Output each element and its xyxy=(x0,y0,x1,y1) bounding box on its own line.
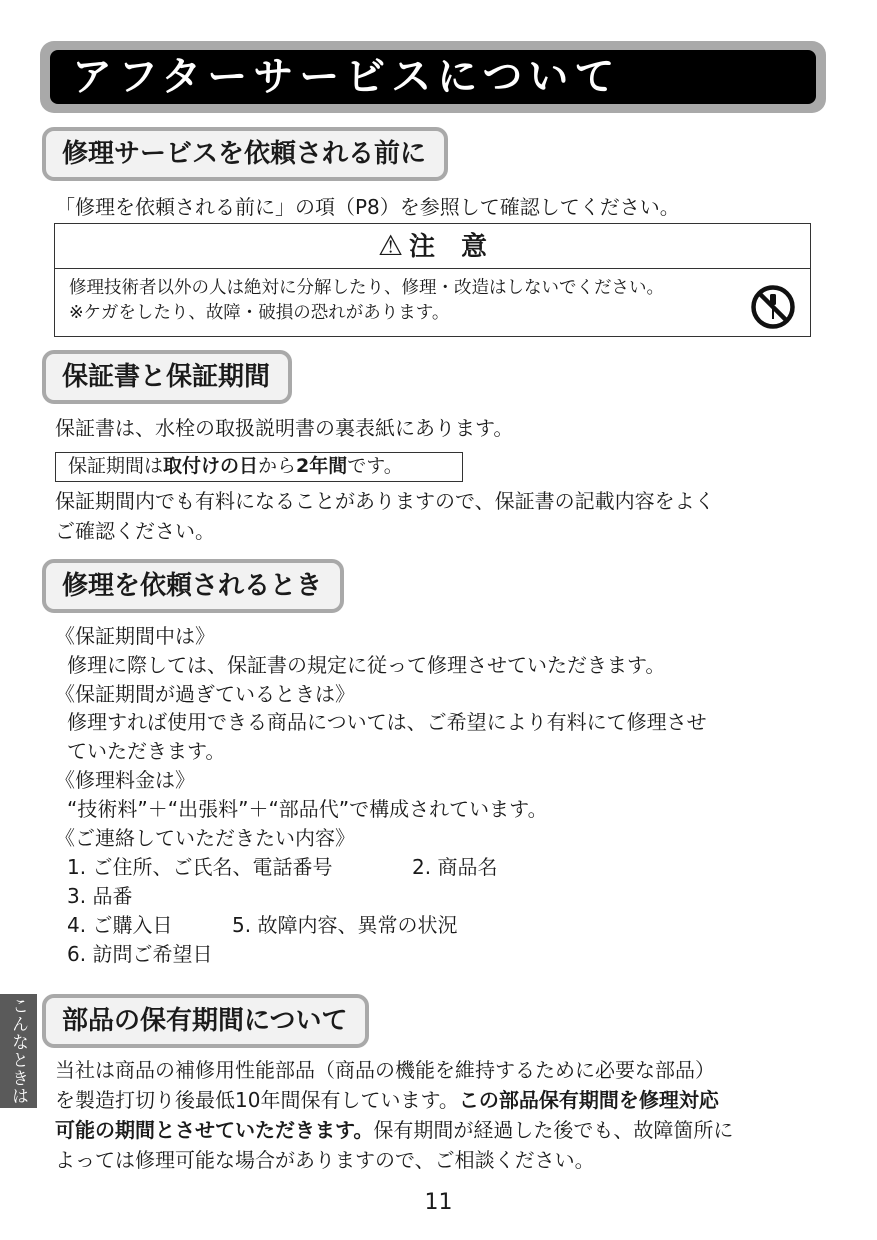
page-number: 11 xyxy=(424,1190,453,1215)
parts-line-3 xyxy=(55,1116,733,1145)
caution-text xyxy=(69,276,664,326)
repair-request-l4: 修理すれば使用できる商品については、ご希望により有料にて修理させ xyxy=(67,710,707,734)
title-banner xyxy=(40,41,826,113)
caution-line-2: ※ケガをしたり、故障・破損の恐れがあります。 xyxy=(69,303,450,323)
parts-line-3a: 可能の期間とさせていただきます。 xyxy=(55,1118,374,1142)
contact-item-5: 5. 故障内容、異常の状況 xyxy=(232,913,458,937)
caution-box xyxy=(54,223,811,337)
warranty-box-start: 取付けの日 xyxy=(163,455,259,477)
warranty-location-text: 保証書は、水栓の取扱説明書の裏表紙にあります。 xyxy=(55,416,514,440)
parts-line-2b: この部品保有期間を修理対応 xyxy=(458,1088,719,1112)
repair-request-l3: 《保証期間が過ぎているときは》 xyxy=(55,682,355,706)
parts-line-4: よっては修理可能な場合がありますので、ご相談ください。 xyxy=(55,1148,595,1172)
repair-request-l2: 修理に際しては、保証書の規定に従って修理させていただきます。 xyxy=(67,653,666,677)
warranty-box-period: 2年間 xyxy=(296,455,348,477)
repair-request-l1: 《保証期間中は》 xyxy=(55,624,215,648)
parts-line-1: 当社は商品の補修用性能部品（商品の機能を維持するために必要な部品） xyxy=(55,1058,715,1082)
warranty-note-line-2: ご確認ください。 xyxy=(55,519,215,543)
contact-item-4: 4. ご購入日 xyxy=(67,913,173,937)
contact-item-3: 3. 品番 xyxy=(67,884,133,908)
section-heading-repair-before: 修理サービスを依頼される前に xyxy=(42,127,448,181)
side-tab: こんなときは xyxy=(0,994,37,1108)
warranty-box-text-a: 保証期間は xyxy=(68,455,164,477)
contact-item-6: 6. 訪問ご希望日 xyxy=(67,942,213,966)
section-heading-warranty: 保証書と保証期間 xyxy=(42,350,292,404)
warranty-note-line-1: 保証期間内でも有料になることがありますので、保証書の記載内容をよく xyxy=(55,489,715,513)
repair-before-text: 「修理を依頼される前に」の項（P8）を参照して確認してください。 xyxy=(55,195,680,219)
parts-line-2 xyxy=(55,1086,719,1115)
repair-request-l5: ていただきます。 xyxy=(67,739,226,763)
caution-line-1: 修理技術者以外の人は絶対に分解したり、修理・改造はしないでください。 xyxy=(69,278,664,298)
warranty-period-box xyxy=(55,452,463,482)
section-heading-repair-request: 修理を依頼されるとき xyxy=(42,559,344,613)
no-disassembly-icon xyxy=(750,284,796,330)
warranty-box-text-c: から xyxy=(258,455,297,477)
page-title: アフターサービスについて xyxy=(50,50,816,104)
parts-line-3b: 保有期間が経過した後でも、故障箇所に xyxy=(373,1118,734,1142)
parts-line-2a: を製造打切り後最低10年間保有しています。 xyxy=(55,1088,459,1112)
contact-item-1: 1. ご住所、ご氏名、電話番号 xyxy=(67,855,333,879)
repair-request-l7: “技術料”＋“出張料”＋“部品代”で構成されています。 xyxy=(67,797,548,821)
contact-item-2: 2. 商品名 xyxy=(412,855,498,879)
warranty-box-text-e: です。 xyxy=(347,455,403,477)
caution-title: 注 意 xyxy=(409,232,488,262)
section-heading-parts: 部品の保有期間について xyxy=(42,994,369,1048)
repair-request-l8: 《ご連絡していただきたい内容》 xyxy=(55,826,355,850)
repair-request-l6: 《修理料金は》 xyxy=(55,768,195,792)
caution-header xyxy=(55,224,810,269)
warning-triangle-icon: ⚠ xyxy=(377,229,404,262)
